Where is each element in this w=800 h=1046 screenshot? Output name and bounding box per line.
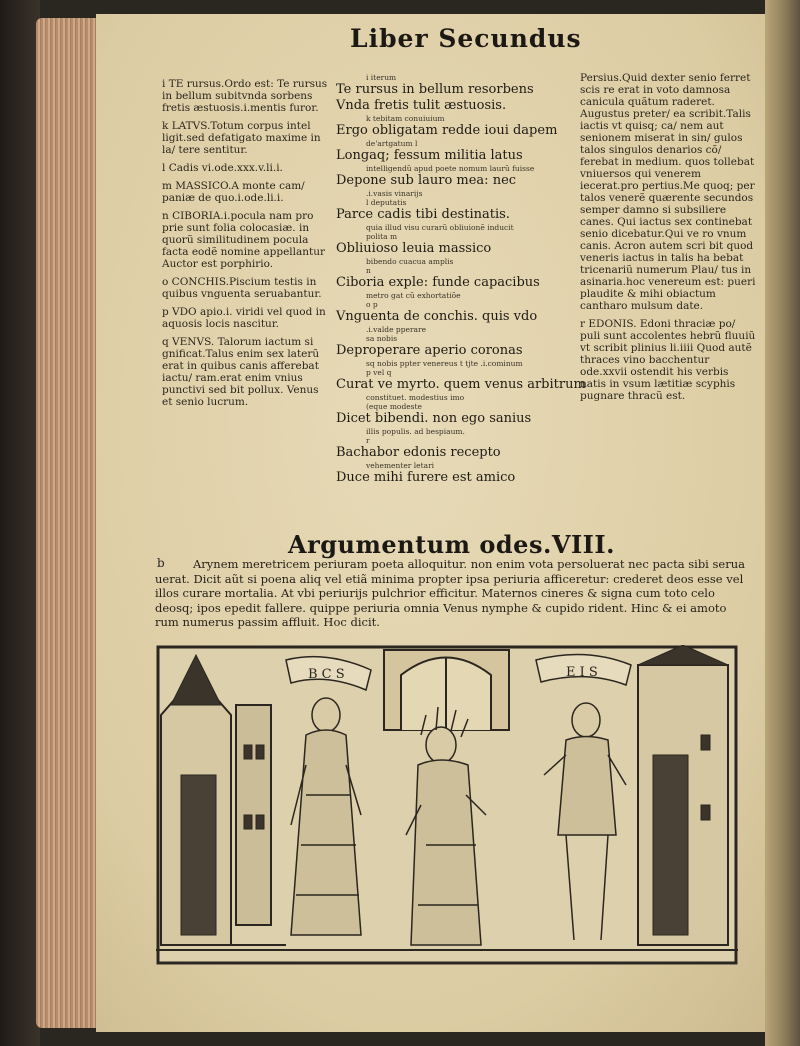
verse-line: Depone sub lauro mea: nec	[336, 173, 517, 188]
verse-line: Ergo obligatam redde ioui dapem	[336, 123, 558, 138]
argument-initial: b	[157, 556, 165, 570]
commentary-note: o CONCHIS.Piscium testis in quibus vnguenta seruabantur.	[162, 276, 322, 300]
verse-line: Vnguenta de conchis. quis vdo	[336, 309, 538, 324]
right-building	[638, 645, 728, 945]
commentary-note: Persius.Quid dexter senio ferret scis re erat in voto damnosa canicula quãtum raderet. Augustus preter/ ea scribit.Talis iactis vt quisq; ca/ nem aut senionem miserat in sin/ gulos talos singulos denarios cõ/ ferebat in medium. quos tollebat vniuersos qui venerem iecerat.pro pertius.Me quoq; per talos venerẽ quærente secundos semper damno si subsiliere canes. Qui iactus sex continebat senio dicebatur.Qui ve ro vnum canis. Acron autem scri bit quod veneris iactus in talis ha bebat tricenariũ numerum Plau/ tus in asinaria.hoc venereum est: pueri plaudite & mihi obiactum cantharo mulsum date.	[580, 72, 756, 312]
verse-line: Dicet bibendi. non ego sanius	[336, 411, 532, 426]
interlinear-gloss: l deputatis	[366, 198, 407, 207]
interlinear-gloss: constituet. modestius imo	[366, 393, 465, 402]
banner-left-text: B C S	[308, 667, 345, 682]
interlinear-gloss: sq nobis ppter venereus t tjte .i.cominum	[366, 359, 523, 368]
verse-line: Curat ve myrto. quem venus arbitrum	[336, 377, 586, 392]
interlinear-gloss: de'artgatum l	[366, 139, 418, 148]
verse-line: Vnda fretis tulit æstuosis.	[336, 98, 507, 113]
interlinear-gloss: quia illud visu curarũ obliuionẽ inducit	[366, 223, 514, 232]
interlinear-gloss: k tebitam conuiuium	[366, 114, 445, 123]
right-commentary-column	[580, 72, 756, 408]
commentary-note: q VENVS. Talorum iactum si gnificat.Talus enim sex laterũ erat in quibus canis afferebat iactu/ ram.erat enim vnius punctivi sed bit pollux. Venus et senio lucrum.	[162, 336, 320, 408]
interlinear-gloss: n	[366, 266, 371, 275]
verse-line: Obliuioso leuia massico	[336, 241, 492, 256]
interlinear-gloss: p vel q	[366, 368, 392, 377]
central-arch	[384, 650, 509, 730]
verse-line: Bachabor edonis recepto	[336, 445, 501, 460]
book-gutter	[765, 0, 800, 1046]
commentary-note: r EDONIS. Edoni thraciæ po/ puli sunt accolentes hebrũ fluuiũ vt scribit plinius li.iiii Quod autẽ thraces vino bacchentur ode.xxvii ostendit his verbis natis in vsum lætitiæ scyphis pugnare thracũ est.	[580, 318, 756, 402]
commentary-note: i TE rursus.Ordo est: Te rursus in bellum subitvnda sorbens fretis æstuosis.i.mentis furor.	[162, 78, 328, 114]
interlinear-gloss: o p	[366, 300, 378, 309]
interlinear-gloss: vehementer letari	[366, 461, 435, 470]
interlinear-gloss: .i.valde pperare	[366, 325, 427, 334]
interlinear-gloss: illis populis. ad bespiaum.	[366, 427, 465, 436]
commentary-note: l Cadis vi.ode.xxx.v.li.i.	[162, 162, 283, 174]
verse-line: Longaq; fessum militia latus	[336, 148, 523, 163]
verse-line: Parce cadis tibi destinatis.	[336, 207, 510, 222]
interlinear-gloss: metro gat cũ exhortatiõe	[366, 291, 461, 300]
interlinear-gloss: sa nobis	[366, 334, 398, 343]
commentary-note: k LATVS.Totum corpus intel ligit.sed defatigato maxime in la/ tere sentitur.	[162, 120, 321, 156]
interlinear-gloss: bibendo cuacua amplis	[366, 257, 454, 266]
background-left	[0, 0, 40, 1046]
ode-verse-block	[336, 73, 586, 486]
page-header: Liber Secundus	[350, 24, 582, 53]
verse-line: Ciboria exple: funde capacibus	[336, 275, 540, 290]
interlinear-gloss: r	[366, 436, 370, 445]
interlinear-gloss: polita m	[366, 232, 398, 241]
banner-right-text: E I S	[566, 665, 598, 680]
commentary-note: p VDO apio.i. viridi vel quod in aquosis locis nascitur.	[162, 306, 326, 330]
interlinear-gloss: intelligendũ apud poete nomum laurũ fuisse	[366, 164, 535, 173]
commentary-note: m MASSICO.A monte cam/ paniæ de quo.i.ode.li.i.	[162, 180, 305, 204]
woodcut-illustration	[156, 645, 738, 965]
commentary-note: n CIBORIA.i.pocula nam pro prie sunt folia colocasiæ. in quorũ similitudinem pocula facta eodẽ nomine appellantur Auctor est porphirio.	[162, 210, 326, 270]
argument-heading: Argumentum odes.VIII.	[288, 530, 615, 559]
interlinear-gloss: .i.vasis vinarijs	[366, 189, 423, 198]
verse-line: Deproperare aperio coronas	[336, 343, 523, 358]
interlinear-gloss: i iterum	[366, 73, 397, 82]
argument-text: Arynem meretricem periuram poeta alloquitur. non enim vota persoluerat nec pacta sibi serua uerat. Dicit aũt si poena aliq vel etiã minima propter ipsa periuria afficeretur: crederet deos esse vel illos curare mortalia. At vbi periurijs pulchrior efficitur. Maternos cineres & signa cum toto celo deosq; ipos epedit fallere. quippe periuria omnia Venus nymphe & cupido rident. Hinc & ei amoto rum numerus passim affluit. Hoc dicit.	[155, 557, 745, 629]
verse-line: Te rursus in bellum resorbens	[336, 82, 534, 97]
verse-line: Duce mihi furere est amico	[336, 470, 516, 485]
left-commentary-column	[162, 78, 330, 414]
interlinear-gloss: (eque modeste	[366, 402, 422, 411]
page-fore-edge	[36, 18, 98, 1028]
